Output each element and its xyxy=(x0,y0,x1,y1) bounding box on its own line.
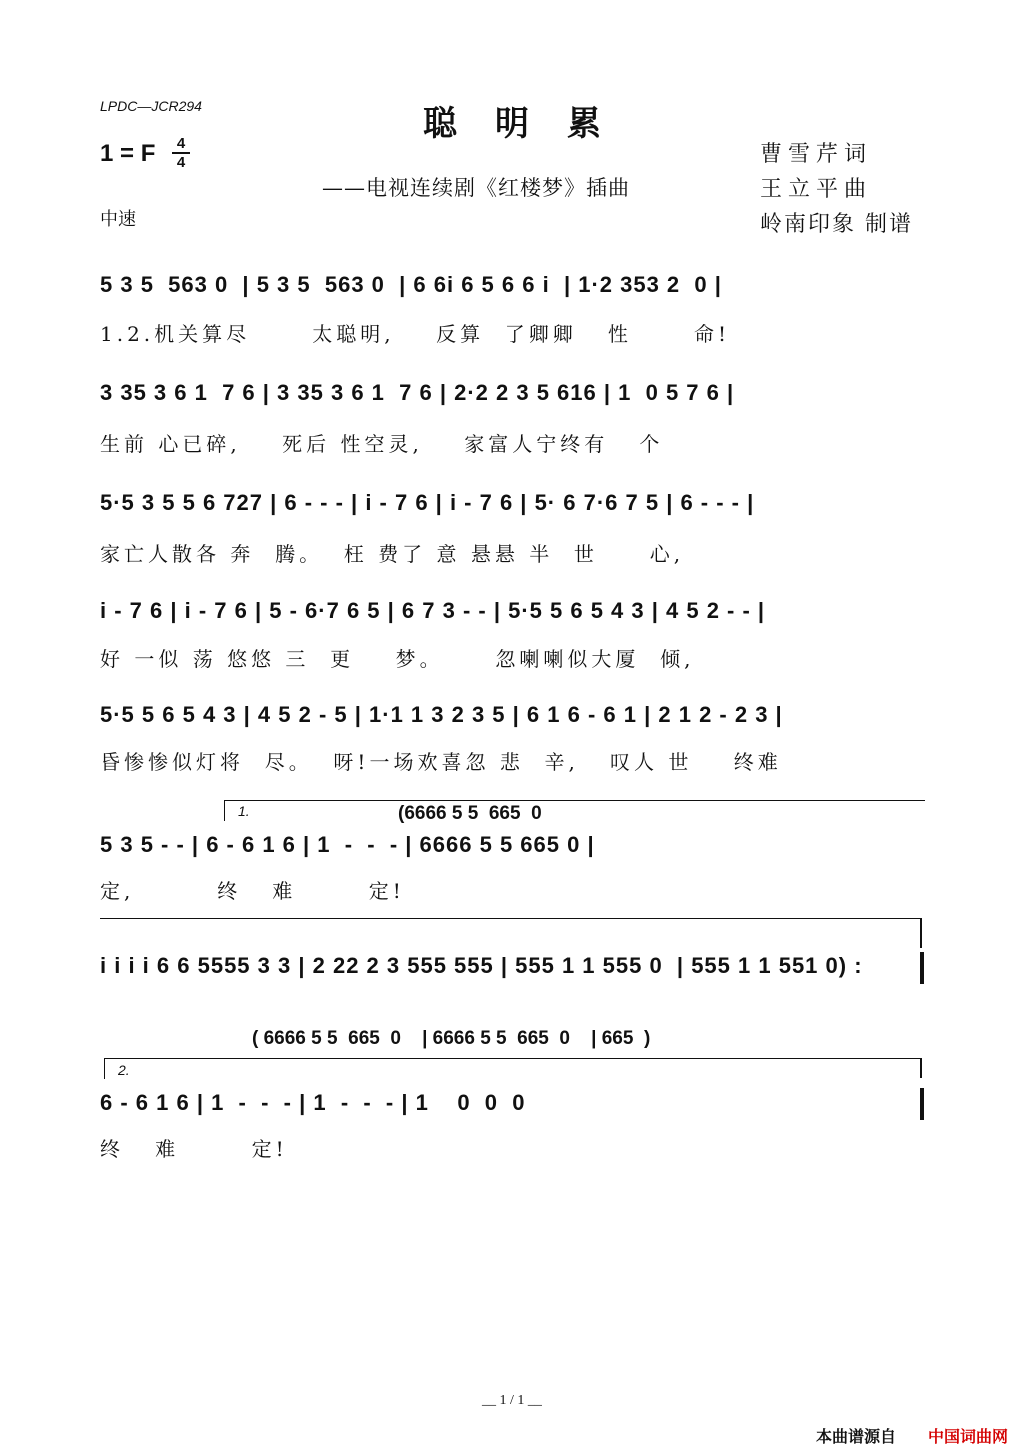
interlude-parenthetical-2: ( 6666 5 5 665 0 | 6666 5 5 665 0 | 665 ) xyxy=(252,1028,651,1049)
score-line-5: 5·5 5 6 5 4 3 | 4 5 2 - 5 | 1·1 1 3 2 3 5 | 6 1 6 - 6 1 | 2 1 2 - 2 3 | xyxy=(100,702,783,727)
final-barline xyxy=(920,1088,924,1120)
second-ending-bracket xyxy=(104,1058,921,1079)
song-title: 聪明累 xyxy=(423,104,639,144)
repeat-barline xyxy=(920,952,924,984)
score-line-6: 5 3 5 - - | 6 - 6 1 6 | 1 - - - | 6666 5 5 665 0 | xyxy=(100,832,595,857)
page-number: __ 1 / 1 __ xyxy=(482,1393,542,1408)
lyrics-line-5: 昏惨惨似灯将 尽。 呀!一场欢喜忽 悲 辛, 叹人 世 终难 xyxy=(100,750,782,774)
lyrics-line-6: 定, 终 难 定! xyxy=(100,879,405,903)
arranger-credit: 岭南印象 制谱 xyxy=(760,212,913,237)
site-name: 中国词曲网 xyxy=(928,1427,1009,1446)
score-line-2: 3 35 3 6 1 7 6 | 3 35 3 6 1 7 6 | 2·2 2 3 5 616 | 1 0 5 7 6 | xyxy=(100,380,735,405)
second-ending-label: 2. xyxy=(118,1062,130,1078)
meter-bottom: 4 xyxy=(176,154,186,171)
lyricist-credit: 曹雪芹词 xyxy=(760,142,873,167)
time-signature xyxy=(172,136,190,170)
score-line-8: 6 - 6 1 6 | 1 - - - | 1 - - - | 1 0 0 0 xyxy=(100,1090,526,1115)
score-line-4: i - 7 6 | i - 7 6 | 5 - 6·7 6 5 | 6 7 3 - - | 5·5 5 6 5 4 3 | 4 5 2 - - | xyxy=(100,598,766,623)
score-code: LPDC—JCR294 xyxy=(100,98,202,114)
key-signature: 1 = F xyxy=(100,140,156,167)
interlude-parenthetical-1: (6666 5 5 665 0 xyxy=(398,803,542,824)
first-ending-label: 1. xyxy=(238,803,250,819)
source-label: 本曲谱源自 xyxy=(816,1427,897,1446)
lyrics-line-1: 1.2.机关算尽 太聪明, 反算 了卿卿 性 命! xyxy=(100,322,731,346)
lyrics-line-4: 好 一似 荡 悠悠 三 更 梦。 忽喇喇似大厦 倾, xyxy=(100,647,695,671)
lyrics-line-2: 生前 心已碎, 死后 性空灵, 家富人宁终有 个 xyxy=(100,432,664,456)
score-line-1: 5 3 5 563 0 | 5 3 5 563 0 | 6 6i 6 5 6 6 i | 1·2 353 2 0 | xyxy=(100,272,722,297)
lyrics-line-3: 家亡人散各 奔 腾。 枉 费了 意 悬悬 半 世 心, xyxy=(100,542,685,566)
first-ending-bracket xyxy=(224,800,925,821)
song-subtitle: ——电视连续剧《红楼梦》插曲 xyxy=(322,176,630,200)
tempo-marking: 中速 xyxy=(100,209,136,230)
score-line-3: 5·5 3 5 5 6 727 | 6 - - - | i - 7 6 | i - 7 6 | 5· 6 7·6 7 5 | 6 - - - | xyxy=(100,490,755,515)
second-ending-end xyxy=(920,1058,922,1078)
lyrics-line-8: 终 难 定! xyxy=(100,1137,288,1161)
interlude-bracket xyxy=(100,918,920,919)
composer-credit: 王立平曲 xyxy=(760,177,873,202)
meter-top: 4 xyxy=(176,135,186,152)
bracket-end xyxy=(920,918,922,948)
score-line-7: i i i i 6 6 5555 3 3 | 2 22 2 3 555 555 | 555 1 1 555 0 | 555 1 1 551 0) : xyxy=(100,953,863,978)
